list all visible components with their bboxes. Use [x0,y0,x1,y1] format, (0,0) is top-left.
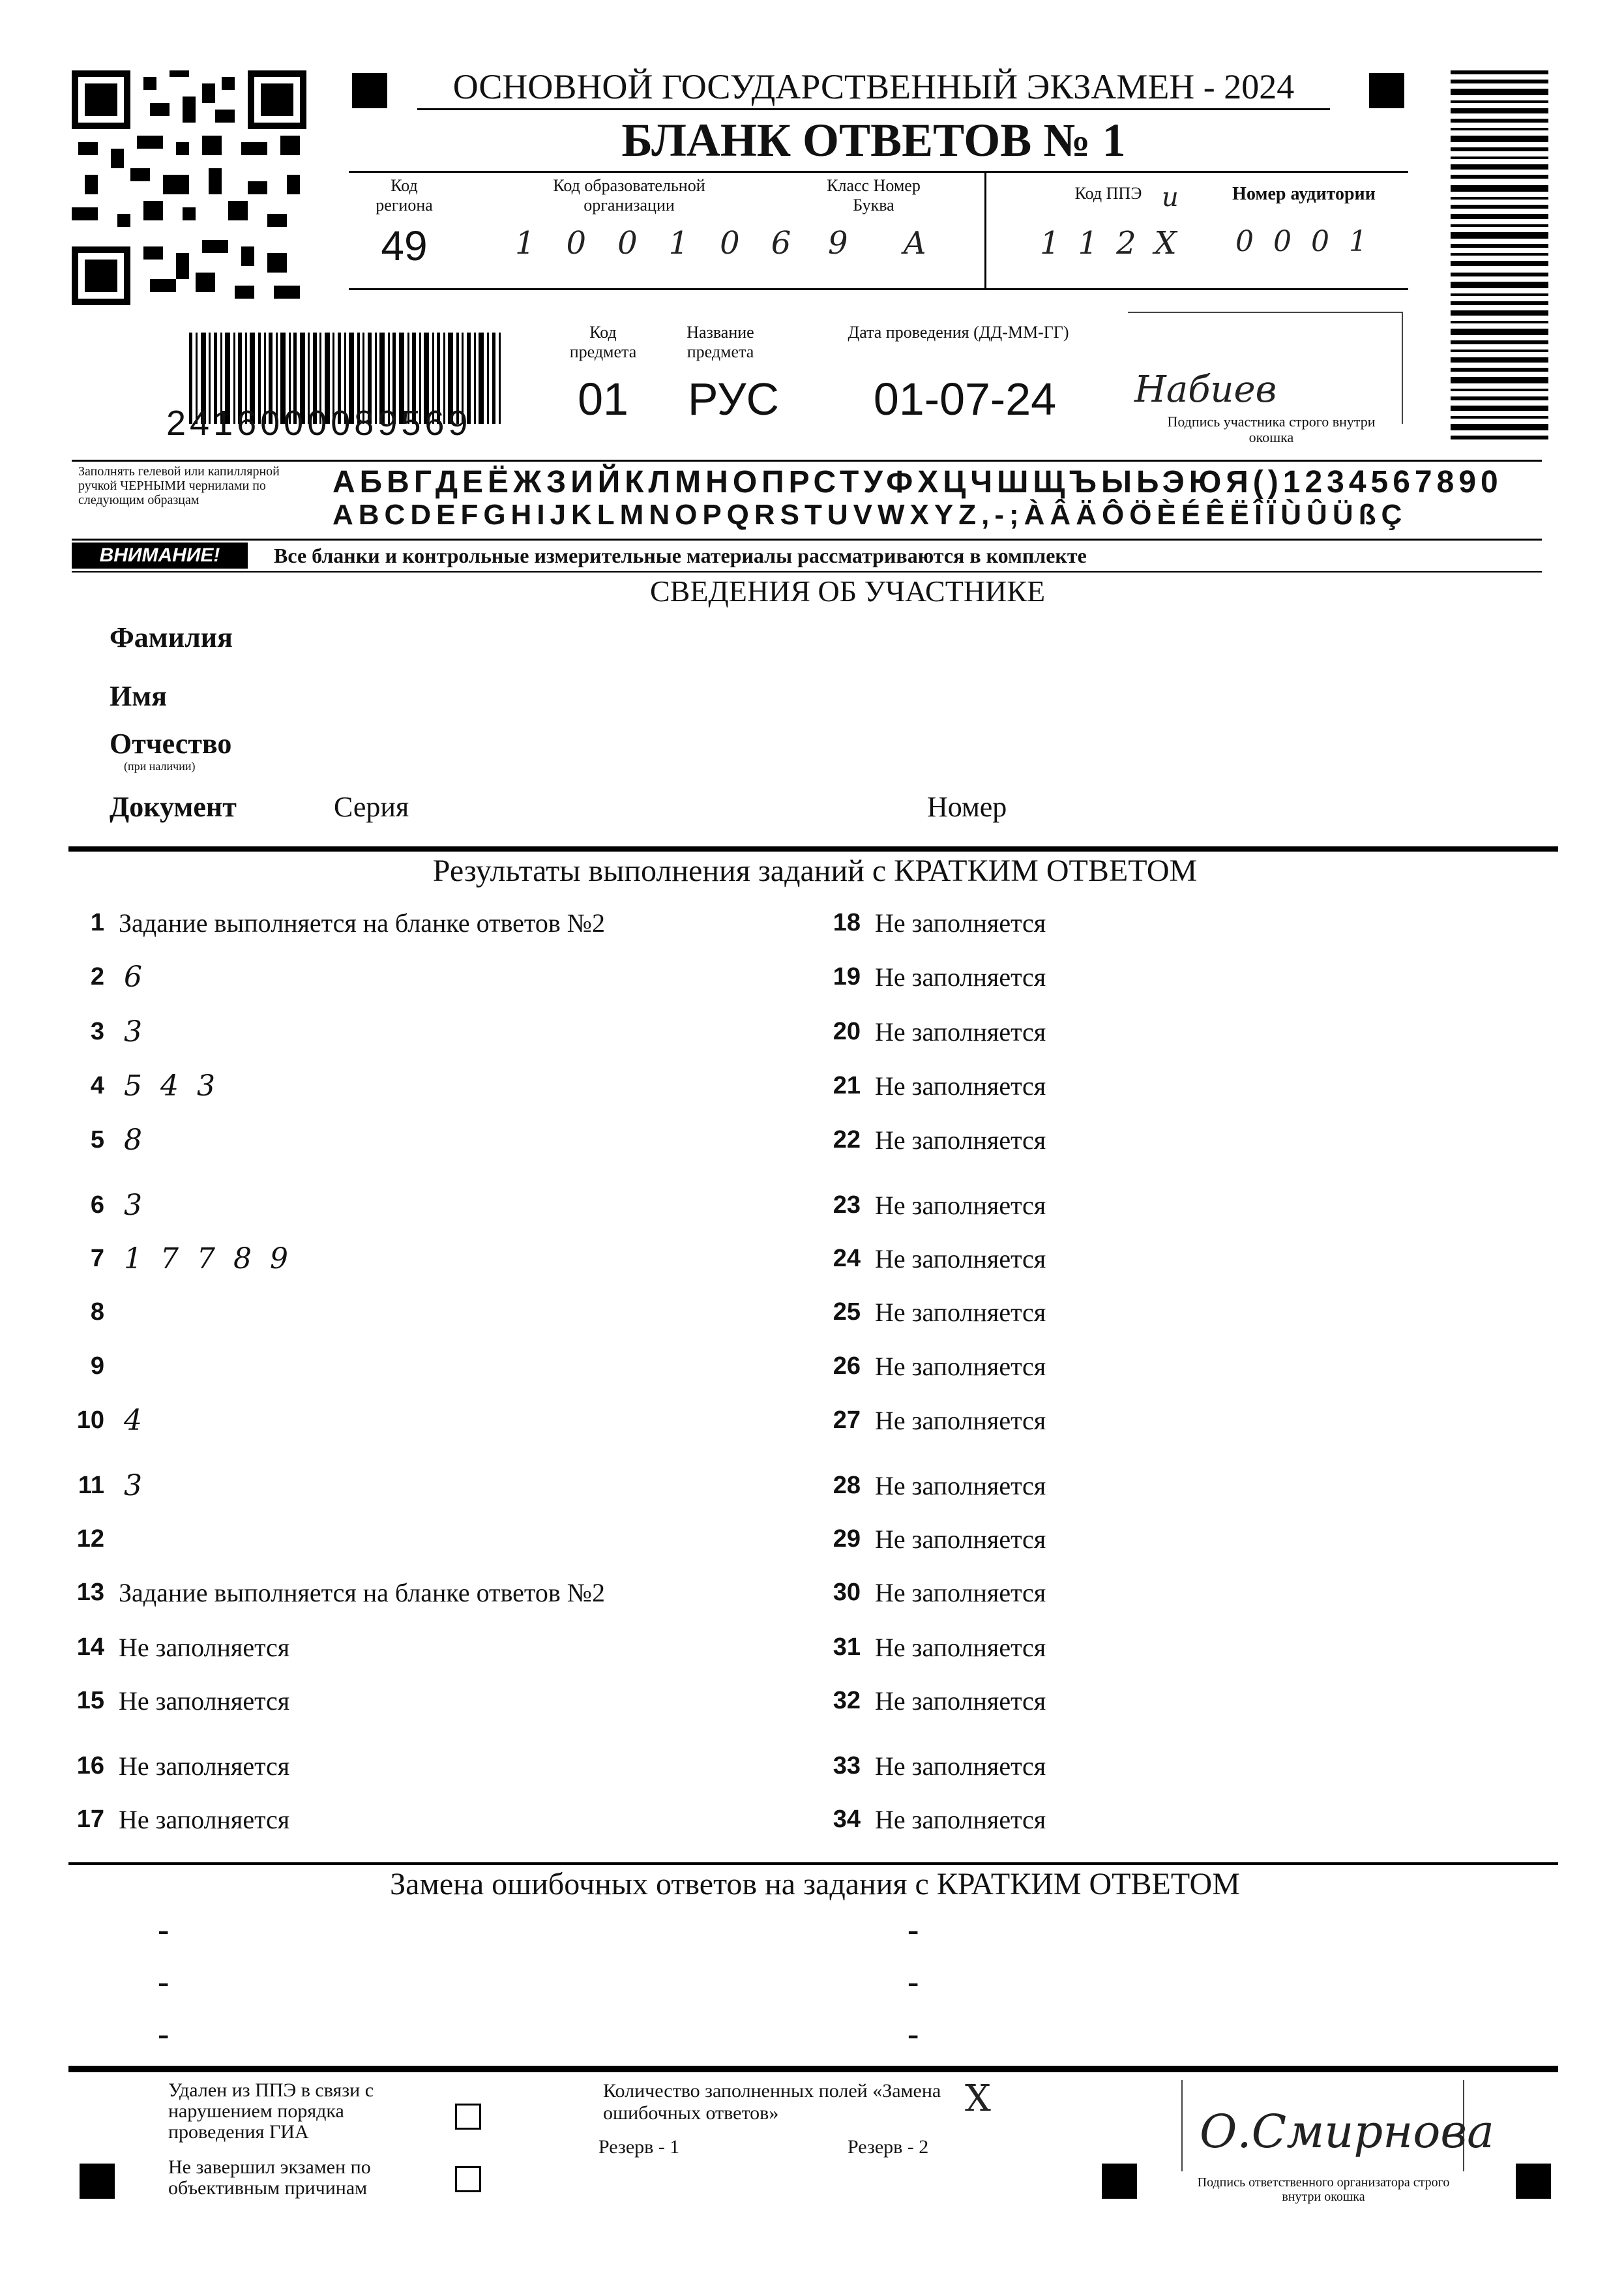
answer-text: Задание выполняется на бланке ответов №2 [119,908,605,938]
answer-text: Не заполняется [875,1243,1046,1273]
org-value: 100106 [515,225,823,261]
alignment-marker-top-left [352,73,387,108]
answer-text: Не заполняется [875,1524,1046,1554]
room-label: Номер аудитории [1232,184,1376,204]
replacement-top-rule [68,1862,1558,1865]
replacement-dash: - [158,1911,170,1948]
answer-handwritten: 3 [124,1188,160,1222]
answer-handwritten: 17789 [124,1242,306,1275]
answer-row-14 [59,1628,289,1667]
answer-number: 10 [76,1406,104,1434]
answer-text: Не заполняется [875,1751,1046,1781]
sample-instruction: Заполнять гелевой или капиллярной ручкой ЧЕРНЫМИ чернилами по следующим образцам [78,464,280,507]
answer-text: Не заполняется [119,1686,290,1716]
answer-row-16 [59,1746,289,1785]
answer-number: 7 [90,1244,104,1272]
codes-bottom-rule [349,288,1408,290]
answer-text: Не заполняется [875,1577,1046,1607]
answer-text: Не заполняется [875,962,1046,992]
answer-row-31 [815,1628,1046,1667]
official-signature-caption: Подпись ответственного организатора строго внутри окошка [1197,2175,1450,2204]
answer-number: 24 [833,1244,861,1272]
series-label: Серия [334,791,409,823]
answer-row-23 [815,1185,1046,1225]
ppe-value: 112Х [1040,225,1195,261]
answer-row-6 [59,1185,160,1225]
answer-number: 31 [833,1633,861,1661]
participant-section-title: СВЕДЕНИЯ ОБ УЧАСТНИКЕ [649,574,1046,608]
qr-code [72,70,306,305]
date-value: 01-07-24 [873,374,1057,424]
not-finished-label: Не завершил экзамен по объективным причинам [168,2156,371,2199]
answer-text: Не заполняется [875,1686,1046,1716]
answer-number: 16 [76,1751,104,1779]
answer-text: Не заполняется [119,1804,290,1834]
region-value: 49 [381,222,428,269]
answer-number: 6 [90,1191,104,1219]
answers-section-title: Результаты выполнения заданий с КРАТКИМ ОТВЕТОМ [432,854,1198,888]
sample-line-2: ABCDEFGHIJKLMNOPQRSTUVWXYZ,-;ÀÂÄÔÖÈÉÊËÎÏÙÛÜßÇ [332,499,1408,531]
answer-row-22 [815,1120,1046,1159]
answer-handwritten: 4 [124,1403,160,1437]
answer-row-18 [815,903,1046,942]
answer-number: 11 [78,1471,104,1499]
replacement-dash: - [158,1963,170,2001]
sample-top-rule [72,460,1542,462]
answer-number: 1 [90,908,104,936]
replacement-dash: - [908,1963,919,2001]
class-letter: А [903,225,927,261]
number-label: Номер [927,791,1007,823]
answer-text: Не заполняется [875,1351,1046,1381]
answer-text: Не заполняется [875,1470,1046,1500]
warning-bottom-rule [72,571,1542,573]
answer-row-34 [815,1800,1046,1839]
answer-text: Не заполняется [875,1125,1046,1155]
answer-number: 9 [90,1352,104,1380]
answer-row-17 [59,1800,289,1839]
answer-number: 5 [90,1125,104,1153]
warning-top-rule [72,539,1542,541]
codes-top-rule [349,171,1408,173]
answer-number: 17 [76,1805,104,1833]
answer-number: 8 [90,1298,104,1326]
alignment-marker-top-right [1369,73,1404,108]
answer-row-4 [59,1066,233,1105]
answer-row-12 [59,1519,104,1558]
answer-number: 29 [833,1525,861,1553]
patronymic-label: Отчество [110,728,232,760]
ppe-mark: и [1162,183,1179,213]
date-label: Дата проведения (ДД-ММ-ГГ) [848,323,1069,342]
answer-row-33 [815,1746,1046,1785]
official-signature: О.Смирнова [1200,2105,1494,2158]
answer-text: Не заполняется [119,1632,290,1662]
answer-number: 20 [833,1017,861,1045]
answer-number: 33 [833,1751,861,1779]
region-label: Код региона [376,176,433,215]
answer-row-15 [59,1681,289,1720]
answer-number: 19 [833,962,861,990]
surname-label: Фамилия [110,621,233,653]
answer-number: 3 [90,1017,104,1045]
name-label: Имя [110,680,167,712]
barcode-number: 2416000089569 [166,404,472,443]
answer-number: 23 [833,1191,861,1219]
replacement-dash: - [908,1911,919,1948]
answer-number: 22 [833,1125,861,1153]
answer-number: 25 [833,1298,861,1326]
answer-row-8 [59,1292,104,1332]
subject-code-label: Код предмета [569,323,637,361]
answer-text: Не заполняется [119,1751,290,1781]
answer-row-10 [59,1401,160,1440]
alignment-marker-bottom-left [80,2164,115,2199]
answer-row-32 [815,1681,1046,1720]
answer-row-20 [815,1012,1046,1051]
ppe-label: Код ППЭ [1074,184,1142,203]
replacement-count-label: Количество заполненных полей «Замена ошибочных ответов» [603,2080,941,2124]
removed-label: Удален из ППЭ в связи с нарушением порядка проведения ГИА [168,2079,374,2143]
answer-text: Не заполняется [875,1297,1046,1327]
answer-row-13 [59,1573,605,1612]
answer-row-27 [815,1401,1046,1440]
answer-handwritten: 3 [124,1468,160,1502]
answer-number: 26 [833,1352,861,1380]
warning-badge: ВНИМАНИЕ! [72,543,248,569]
alignment-marker-bottom-right [1516,2164,1551,2199]
answer-text: Не заполняется [875,1017,1046,1047]
answer-text: Не заполняется [875,1190,1046,1220]
subject-name: РУС [687,374,780,424]
answer-number: 2 [90,962,104,990]
answer-text: Не заполняется [875,1804,1046,1834]
answer-row-2 [59,957,160,996]
subject-code: 01 [578,374,628,424]
participant-signature: Набиев [1134,368,1277,411]
answer-row-7 [59,1239,306,1278]
answer-row-29 [815,1519,1046,1558]
answer-number: 13 [76,1578,104,1606]
answer-number: 28 [833,1471,861,1499]
answer-row-26 [815,1347,1046,1386]
answer-handwritten: 543 [124,1069,233,1103]
replacement-dash: - [158,2016,170,2053]
answer-number: 15 [76,1686,104,1714]
footer-top-rule [68,2066,1558,2072]
answer-row-28 [815,1466,1046,1505]
sample-line-1: АБВГДЕЁЖЗИЙКЛМНОПРСТУФХЦЧШЩЪЫЬЭЮЯ()1234567890 [332,465,1503,499]
answer-row-5 [59,1120,160,1159]
signature-caption: Подпись участника строго внутри окошка [1167,413,1376,445]
answer-number: 21 [833,1071,861,1099]
answer-row-30 [815,1573,1046,1612]
answer-row-21 [815,1066,1046,1105]
answer-text: Не заполняется [875,1632,1046,1662]
answer-handwritten: 3 [124,1015,160,1049]
class-number: 9 [828,225,848,261]
answer-text: Не заполняется [875,1405,1046,1435]
answer-row-3 [59,1012,160,1051]
answer-text: Задание выполняется на бланке ответов №2 [119,1577,605,1607]
answer-number: 18 [833,908,861,936]
answer-text: Не заполняется [875,908,1046,938]
answer-row-11 [59,1466,160,1505]
answer-row-1 [59,903,605,942]
answer-row-19 [815,957,1046,996]
answer-text: Не заполняется [875,1071,1046,1101]
removed-checkbox[interactable] [455,2104,481,2130]
answer-row-9 [59,1347,104,1386]
answer-row-25 [815,1292,1046,1332]
answer-row-24 [815,1239,1046,1278]
answer-number: 12 [76,1525,104,1553]
class-label: Класс Номер Буква [827,176,921,215]
answer-number: 27 [833,1406,861,1434]
answer-number: 4 [90,1071,104,1099]
side-barcode [1451,70,1548,449]
answer-number: 32 [833,1686,861,1714]
form-title: БЛАНК ОТВЕТОВ № 1 [621,114,1126,166]
answer-handwritten: 8 [124,1123,160,1157]
codes-divider [984,171,986,290]
reserve-1: Резерв - 1 [598,2136,680,2158]
answer-handwritten: 6 [124,960,160,994]
replacement-section-title: Замена ошибочных ответов на задания с КРАТКИМ ОТВЕТОМ [390,1867,1240,1901]
exam-title: ОСНОВНОЙ ГОСУДАРСТВЕННЫЙ ЭКЗАМЕН - 2024 [417,65,1330,110]
document-label: Документ [110,791,237,823]
room-value: 0001 [1235,225,1387,258]
org-label: Код образовательной организации [553,176,705,215]
replacement-count-mark: X [965,2077,991,2120]
replacement-dash: - [908,2016,919,2053]
answers-top-rule [68,846,1558,852]
subject-name-label: Название предмета [687,323,754,361]
reserve-2: Резерв - 2 [848,2136,929,2158]
answer-number: 30 [833,1578,861,1606]
answer-number: 14 [76,1633,104,1661]
patronymic-note: (при наличии) [124,760,196,773]
not-finished-checkbox[interactable] [455,2166,481,2192]
answer-number: 34 [833,1805,861,1833]
alignment-marker-bottom-mid [1102,2164,1137,2199]
warning-text: Все бланки и контрольные измерительные материалы рассматриваются в комплекте [274,544,1087,567]
